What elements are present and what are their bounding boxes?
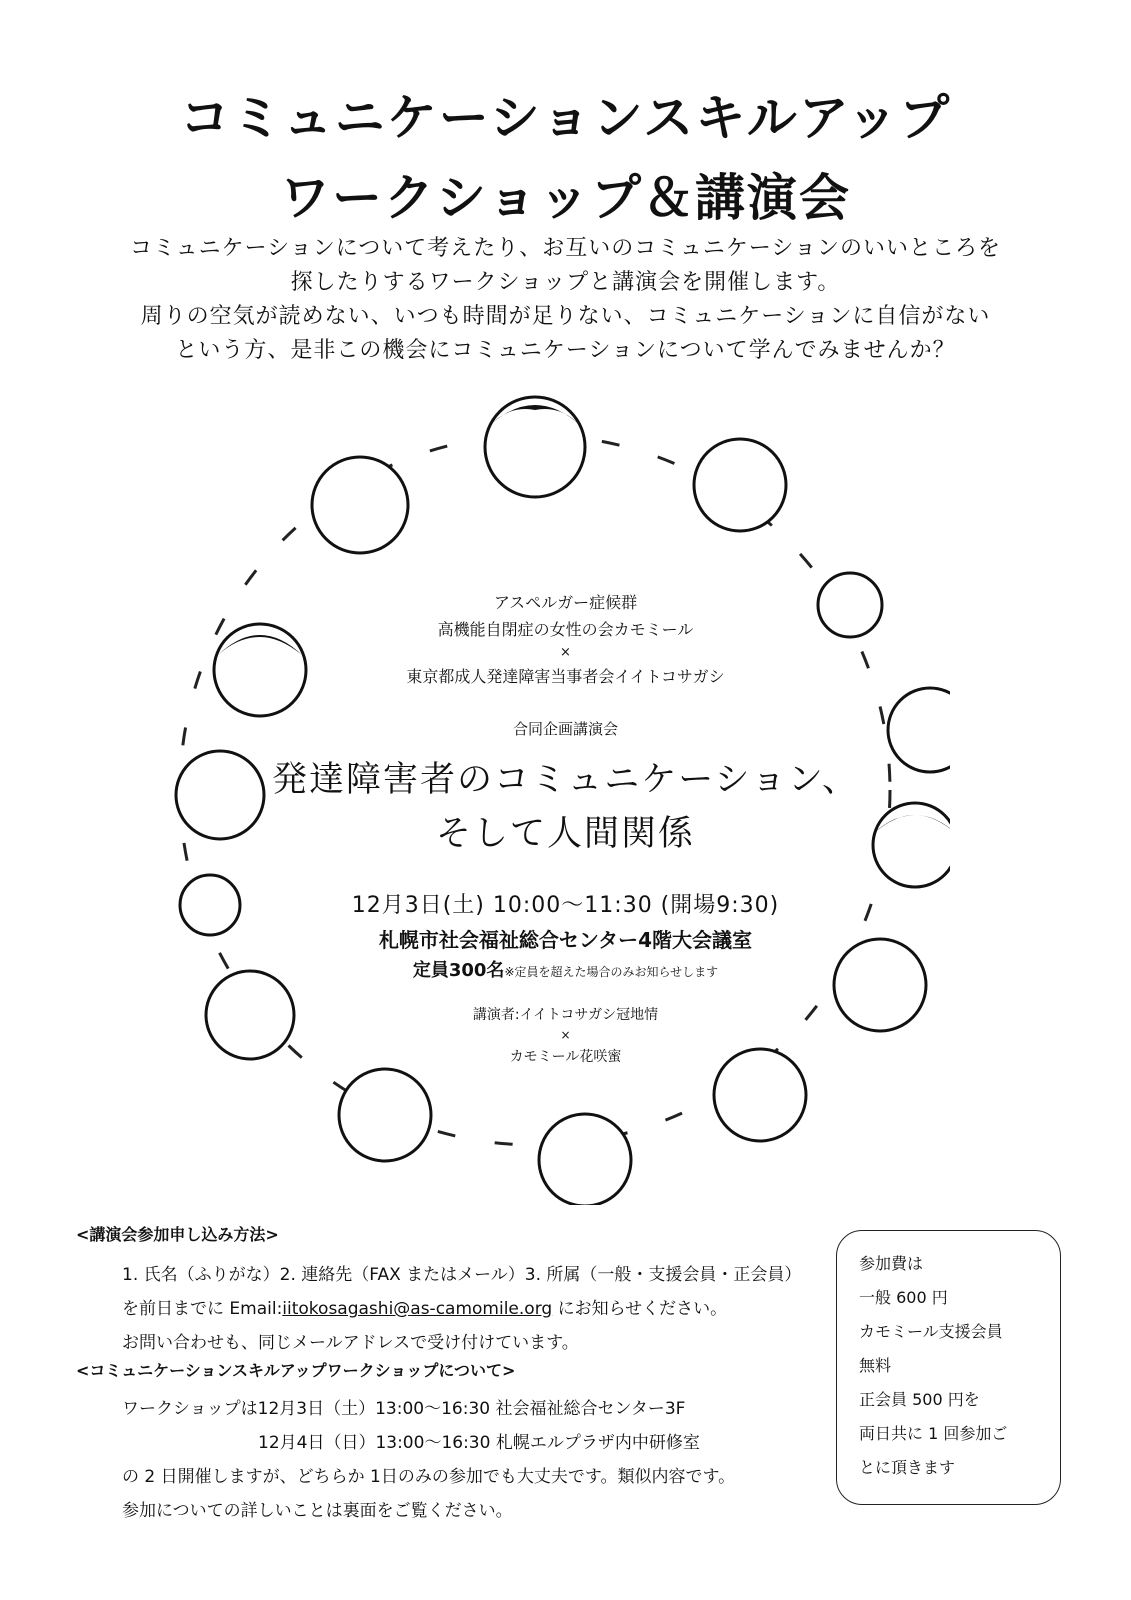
intro-line: 周りの空気が読めない、いつも時間が足りない、コミュニケーションに自信がない [140, 304, 991, 329]
apply-line2-suffix: にお知らせください。 [552, 1299, 728, 1319]
apply-line3: お問い合わせも、同じメールアドレスで受け付けています。 [122, 1333, 579, 1353]
fee-line: 無料 [859, 1356, 892, 1375]
person-head [539, 1114, 631, 1205]
fee-box [836, 1230, 1061, 1505]
apply-heading: <講演会参加申し込み方法> [76, 1225, 279, 1244]
apply-line1: 1. 氏名（ふりがな）2. 連絡先（FAX またはメール）3. 所属（一般・支援会員・正会員） [122, 1265, 802, 1285]
workshop-line4: 参加についての詳しいことは裏面をご覧ください。 [122, 1501, 513, 1521]
cross-symbol: × [560, 1028, 571, 1042]
person-head [312, 457, 408, 553]
organizer-line3: 東京都成人発達障害当事者会イイトコサガシ [406, 667, 725, 686]
speaker-line1: 講演者:イイトコサガシ冠地情 [472, 1007, 659, 1023]
apply-line2 [122, 1294, 727, 1319]
event-venue: 札幌市社会福祉総合センター4階大会議室 [378, 928, 753, 952]
fee-line: カモミール支援会員 [859, 1322, 1003, 1341]
fee-line: 両日共に 1 回参加ご [859, 1424, 1008, 1443]
intro-line: という方、是非この機会にコミュニケーションについて学んでみませんか？ [175, 338, 956, 363]
fee-line: 一般 600 円 [859, 1288, 948, 1307]
person-head [694, 439, 786, 531]
intro-line: コミュニケーションについて考えたり、お互いのコミュニケーションのいいところを [130, 236, 1001, 261]
lecture-title-line1: 発達障害者のコミュニケーション、 [271, 760, 860, 800]
organizer-line1: アスペルガー症候群 [493, 593, 638, 612]
intro-text [0, 232, 1131, 368]
lecture-title-line2: そして人間関係 [435, 814, 695, 854]
workshop-line2: 12月4日（日）13:00～16:30 札幌エルプラザ内中研修室 [258, 1433, 700, 1453]
fee-line: 正会員 500 円を [859, 1390, 980, 1409]
workshop-line1: ワークショップは12月3日（土）13:00～16:30 社会福祉総合センター3F [122, 1399, 686, 1419]
cross-symbol: × [560, 645, 571, 660]
person-head [339, 1069, 431, 1161]
organizer-line2: 高機能自閉症の女性の会カモミール [437, 620, 694, 639]
speaker-line2: カモミール花咲蜜 [509, 1049, 622, 1065]
workshop-line3: の 2 日開催しますが、どちらか 1日のみの参加でも大丈夫です。類似内容です。 [122, 1467, 736, 1487]
event-datetime: 12月3日(土) 10:00～11:30 (開場9:30) [351, 893, 780, 918]
intro-line: 探したりするワークショップと講演会を開催します。 [290, 270, 841, 295]
event-capacity [0, 956, 1131, 982]
fee-line: 参加費は [859, 1254, 924, 1273]
page-title-line2: ワークショップ＆講演会 [280, 169, 851, 227]
capacity-note: ※定員を超えた場合のみお知らせします [504, 965, 719, 979]
apply-line2-prefix: を前日までに Email: [122, 1299, 283, 1319]
page-title-line1: コミュニケーションスキルアップ [179, 89, 952, 147]
capacity-value: 定員300名 [412, 960, 505, 981]
joint-lecture-label: 合同企画講演会 [512, 720, 618, 738]
email-link[interactable]: iitokosagashi@as-camomile.org [282, 1299, 553, 1319]
workshop-heading: <コミュニケーションスキルアップワークショップについて> [76, 1361, 516, 1380]
person-head [485, 397, 585, 497]
fee-line: とに頂きます [859, 1458, 956, 1477]
